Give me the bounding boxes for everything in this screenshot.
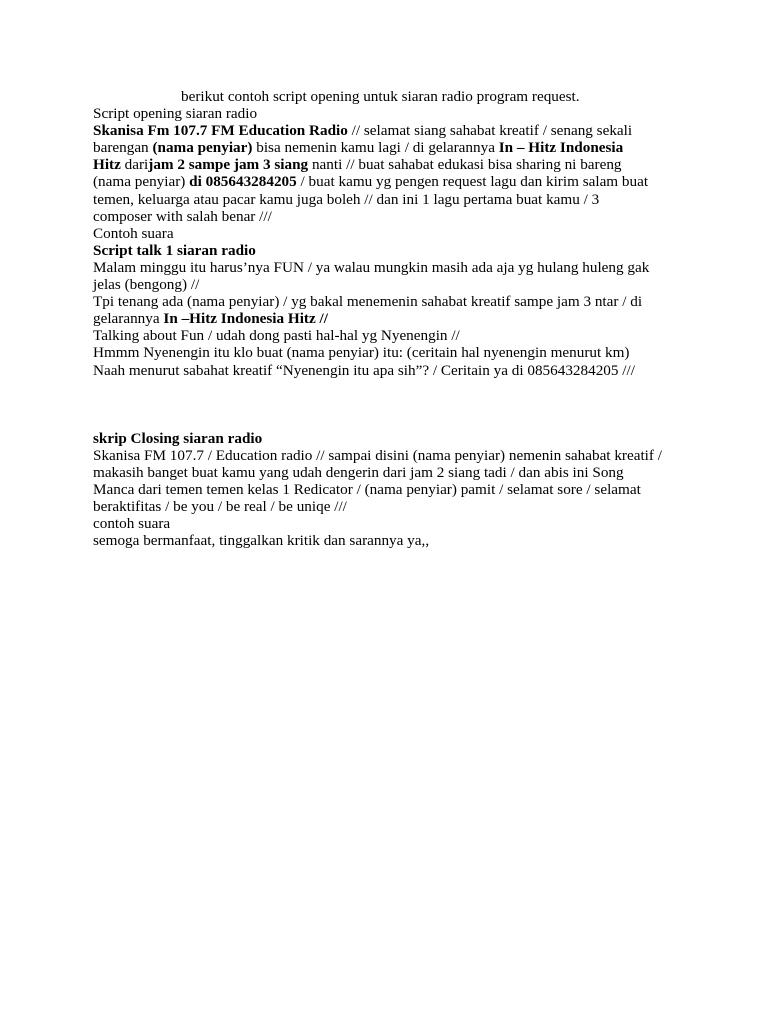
closing-heading: skrip Closing siaran radio	[93, 429, 263, 447]
bold-text: In – Hitz Indonesia	[498, 139, 624, 157]
bold-text: (nama penyiar)	[152, 139, 253, 157]
text-run: gelarannya	[93, 310, 164, 328]
text-run: dari	[120, 156, 149, 174]
closing-footer: semoga bermanfaat, tinggalkan kritik dan sarannya ya,,	[93, 532, 430, 550]
text-run: Manca dari temen temen kelas 1 Redicator / (nama penyiar) pamit / selamat sore / selamat	[93, 480, 641, 498]
text-run: Naah menurut sabahat kreatif “Nyenengin itu apa sih”? / Ceritain ya di 085643284205 ///	[93, 361, 635, 379]
text-line	[93, 259, 693, 276]
text-run: Malam minggu itu harus’nya FUN / ya walau mungkin masih ada aja yg hulang huleng gak	[93, 258, 650, 276]
text-line	[93, 362, 693, 379]
text-run: // selamat siang sahabat kreatif / senang sekali	[347, 122, 633, 140]
text-line	[93, 327, 693, 344]
talk-heading: Script talk 1 siaran radio	[93, 241, 256, 259]
text-line	[93, 310, 693, 327]
opening-sample-label: Contoh suara	[93, 224, 174, 242]
text-run: Skanisa FM 107.7 / Education radio // sampai disini (nama penyiar) nemenin sahabat kreatif /	[93, 446, 662, 464]
text-run: beraktifitas / be you / be real / be uniqe ///	[93, 497, 347, 515]
text-line	[93, 464, 693, 481]
text-line	[93, 276, 693, 293]
bold-text: di 085643284205	[189, 173, 297, 191]
text-line	[93, 481, 693, 498]
closing-script	[93, 447, 693, 515]
bold-text: In –Hitz Indonesia Hitz //	[163, 310, 328, 328]
closing-sample-label: contoh suara	[93, 515, 171, 533]
text-line	[93, 344, 693, 361]
text-line	[93, 139, 693, 156]
text-line	[93, 208, 693, 225]
text-run: barengan	[93, 139, 153, 157]
text-run: Talking about Fun / udah dong pasti hal-hal yg Nyenengin //	[93, 327, 460, 345]
text-run: composer with salah benar ///	[93, 207, 272, 225]
bold-text: Skanisa Fm 107.7 FM Education Radio	[93, 122, 348, 140]
opening-script	[93, 122, 693, 225]
bold-text: jam 2 sampe jam 3 siang	[148, 156, 309, 174]
bold-text: Hitz	[93, 156, 121, 174]
text-run: Hmmm Nyenengin itu klo buat (nama penyiar) itu: (ceritain hal nyenengin menurut km)	[93, 344, 630, 362]
talk-script	[93, 259, 693, 379]
text-run: jelas (bengong) //	[93, 276, 200, 294]
section-spacer	[93, 379, 693, 430]
text-line	[93, 122, 693, 139]
text-line	[93, 293, 693, 310]
text-run: makasih banget buat kamu yang udah dengerin dari jam 2 siang tadi / dan abis ini Song	[93, 463, 624, 481]
opening-heading: Script opening siaran radio	[93, 105, 258, 123]
text-run: / buat kamu yg pengen request lagu dan kirim salam buat	[296, 173, 649, 191]
text-run: nanti // buat sahabat edukasi bisa sharing ni bareng	[308, 156, 622, 174]
text-run: bisa nemenin kamu lagi / di gelarannya	[252, 139, 499, 157]
text-line	[93, 498, 693, 515]
text-line	[93, 173, 693, 190]
text-run: temen, keluarga atau pacar kamu juga boleh // dan ini 1 lagu pertama buat kamu / 3	[93, 190, 600, 208]
text-line	[93, 447, 693, 464]
intro-line: berikut contoh script opening untuk siaran radio program request.	[181, 88, 580, 105]
document-page	[93, 88, 693, 549]
text-run: Tpi tenang ada (nama penyiar) / yg bakal menemenin sahabat kreatif sampe jam 3 ntar / di	[93, 293, 643, 311]
text-line	[93, 191, 693, 208]
text-run: (nama penyiar)	[93, 173, 190, 191]
text-line	[93, 156, 693, 173]
